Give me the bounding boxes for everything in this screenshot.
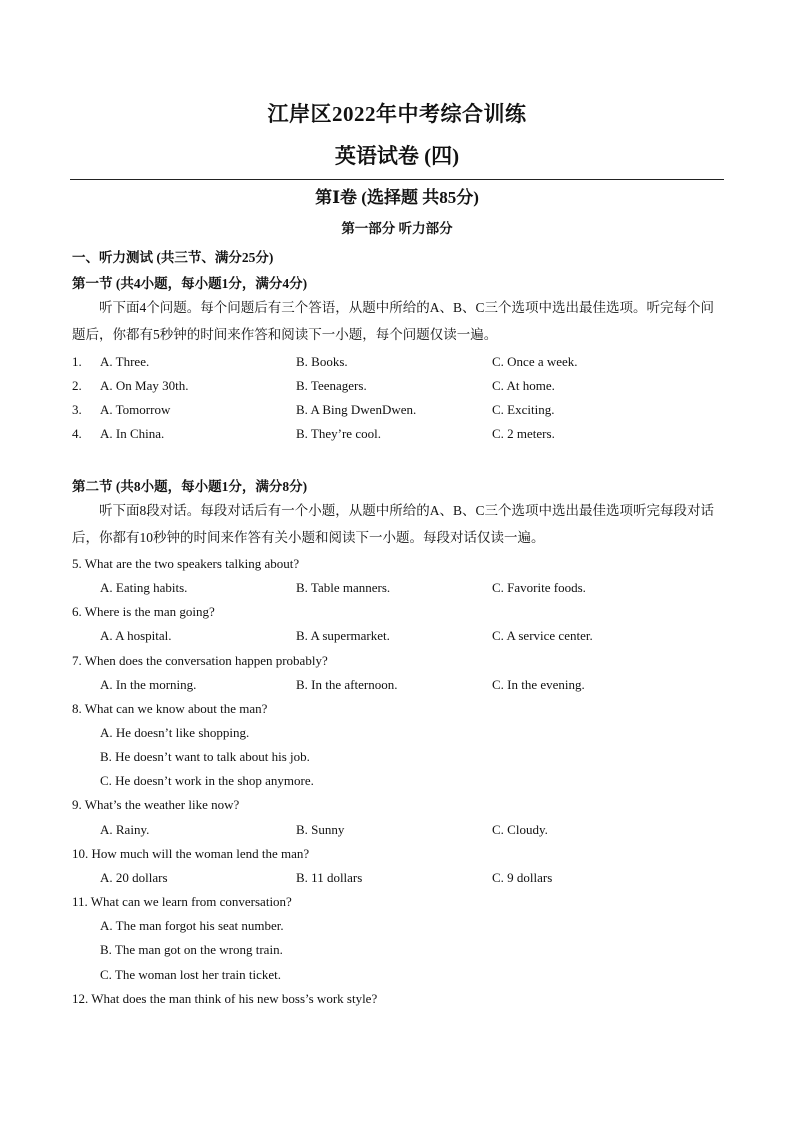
option-b: B. He doesn’t want to talk about his job. — [100, 749, 310, 764]
option-c: C. Cloudy. — [492, 822, 548, 837]
question-6 — [72, 604, 724, 624]
part-title: 第一部分 听力部分 — [341, 221, 453, 236]
question-9-options — [72, 822, 724, 842]
question-text: 12. What does the man think of his new boss’s work style? — [72, 991, 378, 1006]
option-b: B. They’re cool. — [296, 426, 381, 441]
question-text: 9. What’s the weather like now? — [72, 797, 240, 812]
exam-subtitle: 英语试卷 (四) — [334, 144, 460, 168]
option-a: A. Tomorrow — [100, 402, 171, 417]
question-10-options — [72, 870, 724, 890]
option-c: C. 2 meters. — [492, 426, 555, 441]
section-heading: 一、听力测试 (共三节、满分25分) — [72, 250, 274, 265]
question-7-options — [72, 677, 724, 697]
question-row-3 — [72, 402, 724, 422]
option-c: C. A service center. — [492, 628, 593, 643]
question-6-options — [72, 628, 724, 648]
question-8-option-a — [72, 725, 724, 745]
question-number: 4. — [72, 426, 82, 441]
option-a: A. A hospital. — [100, 628, 172, 643]
option-b: B. A supermarket. — [296, 628, 390, 643]
question-5-options — [72, 580, 724, 600]
option-a: A. He doesn’t like shopping. — [100, 725, 250, 740]
option-a: A. Three. — [100, 354, 150, 369]
question-text: 8. What can we know about the man? — [72, 701, 268, 716]
question-number: 2. — [72, 378, 82, 393]
question-11-option-c — [72, 967, 724, 987]
option-c: C. Favorite foods. — [492, 580, 586, 595]
option-c: C. He doesn’t work in the shop anymore. — [100, 773, 314, 788]
question-7 — [72, 653, 724, 673]
question-11 — [72, 894, 724, 914]
question-8-option-b — [72, 749, 724, 769]
question-11-option-b — [72, 942, 724, 962]
question-number: 1. — [72, 354, 82, 369]
option-a: A. On May 30th. — [100, 378, 189, 393]
question-10 — [72, 846, 724, 866]
question-9 — [72, 797, 724, 817]
option-c: C. Once a week. — [492, 354, 578, 369]
option-b: B. 11 dollars — [296, 870, 363, 885]
option-a: A. Eating habits. — [100, 580, 188, 595]
option-b: B. A Bing DwenDwen. — [296, 402, 417, 417]
option-c: C. Exciting. — [492, 402, 555, 417]
question-text: 6. Where is the man going? — [72, 604, 215, 619]
option-a: A. In China. — [100, 426, 165, 441]
option-c: C. In the evening. — [492, 677, 585, 692]
question-text: 11. What can we learn from conversation? — [72, 894, 292, 909]
question-row-4 — [72, 426, 724, 446]
part1-heading: 第一节 (共4小题，每小题1分，满分4分) — [72, 276, 308, 291]
part2-instruction — [72, 497, 724, 551]
question-number: 3. — [72, 402, 82, 417]
question-8 — [72, 701, 724, 721]
part1-instruction — [72, 294, 724, 348]
exam-title: 江岸区2022年中考综合训练 — [267, 102, 527, 126]
question-text: 5. What are the two speakers talking about? — [72, 556, 300, 571]
option-a: A. In the morning. — [100, 677, 197, 692]
option-b: B. Books. — [296, 354, 348, 369]
option-b: B. The man got on the wrong train. — [100, 942, 283, 957]
option-b: B. Teenagers. — [296, 378, 367, 393]
question-8-option-c — [72, 773, 724, 793]
title-divider — [70, 179, 724, 180]
question-text: 10. How much will the woman lend the man? — [72, 846, 310, 861]
option-a: A. Rainy. — [100, 822, 150, 837]
question-5 — [72, 556, 724, 576]
option-c: C. At home. — [492, 378, 555, 393]
part2-heading: 第二节 (共8小题，每小题1分，满分8分) — [72, 479, 308, 494]
option-c: C. The woman lost her train ticket. — [100, 967, 281, 982]
part2-instruction-text: 听下面8段对话。每段对话后有一个小题，从题中所给的A、B、C三个选项中选出最佳选项听完每段对话后，你都有10秒钟的时间来作答有关小题和阅读下一小题。每段对话仅读一遍。 — [72, 503, 715, 545]
volume-title: 第Ⅰ卷 (选择题 共85分) — [315, 188, 479, 207]
question-row-1 — [72, 354, 724, 374]
question-text: 7. When does the conversation happen probably? — [72, 653, 328, 668]
part1-instruction-text: 听下面4个问题。每个问题后有三个答语，从题中所给的A、B、C三个选项中选出最佳选项。听完每个问题后，你都有5秒钟的时间来作答和阅读下一小题，每个问题仅读一遍。 — [72, 300, 715, 342]
question-row-2 — [72, 378, 724, 398]
option-b: B. In the afternoon. — [296, 677, 398, 692]
option-a: A. 20 dollars — [100, 870, 168, 885]
option-b: B. Table manners. — [296, 580, 391, 595]
question-11-option-a — [72, 918, 724, 938]
option-c: C. 9 dollars — [492, 870, 553, 885]
option-b: B. Sunny — [296, 822, 345, 837]
option-a: A. The man forgot his seat number. — [100, 918, 284, 933]
question-12 — [72, 991, 724, 1011]
